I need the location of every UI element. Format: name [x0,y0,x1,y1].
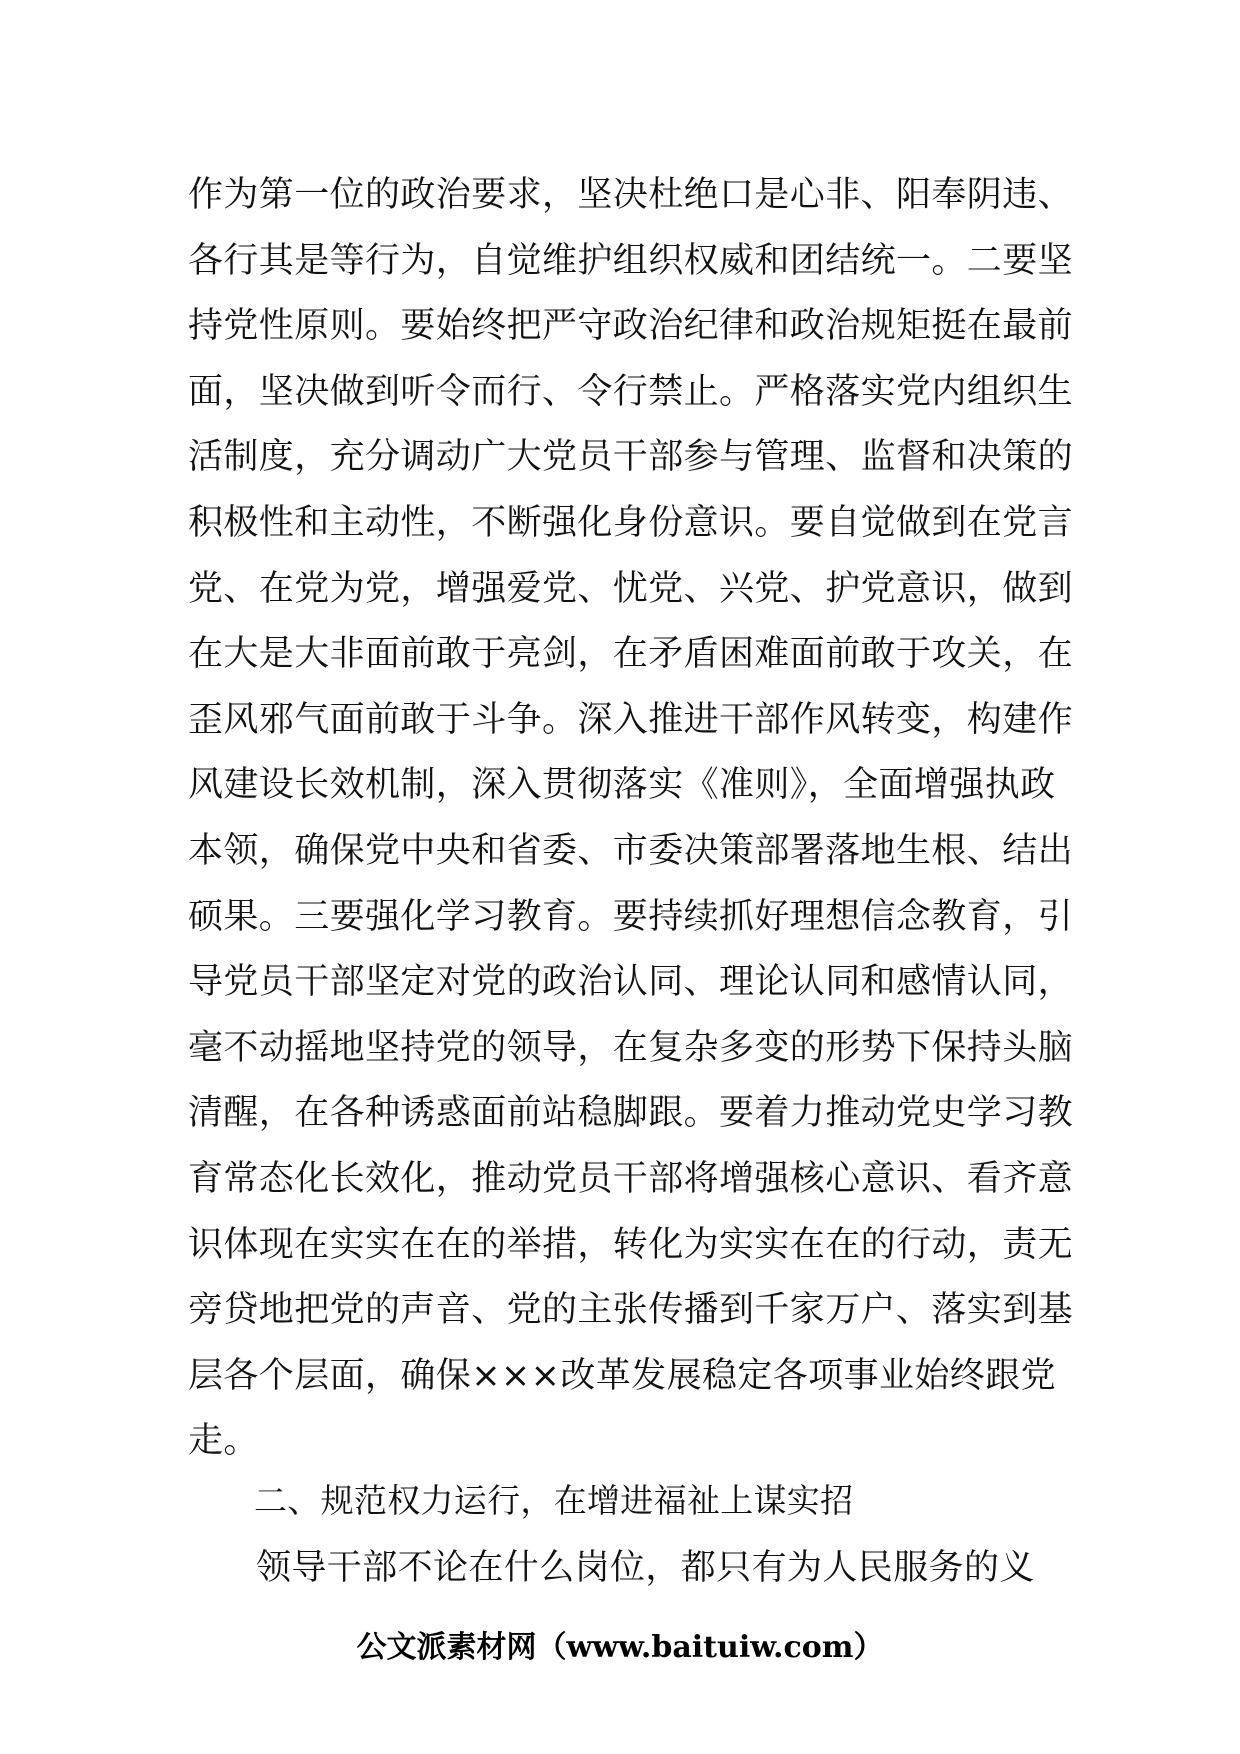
text-line: 面，坚决做到听令而行、令行禁止。严格落实党内组织生 [188,371,1074,412]
text-line: 持党性原则。要始终把严守政治纪律和政治规矩挺在最前 [188,306,1074,347]
text-line: 清醒，在各种诱惑面前站稳脚跟。要着力推动党史学习教 [188,1093,1074,1134]
text-line: 育常态化长效化，推动党员干部将增强核心意识、看齐意 [188,1158,1074,1199]
text-line: 在大是大非面前敢于亮剑，在矛盾困难面前敢于攻关，在 [188,634,1074,675]
text-line: 导党员干部坚定对党的政治认同、理论认同和感情认同， [188,962,1074,1003]
paragraph-start: 领导干部不论在什么岗位，都只有为人民服务的义 [256,1548,1035,1588]
text-line: 层各个层面，确保×××改革发展稳定各项事业始终跟党 [188,1355,1056,1396]
text-line: 识体现在实实在在的举措，转化为实实在在的行动，责无 [188,1224,1074,1265]
section-heading: 二、规范权力运行，在增进福祉上谋实招 [254,1481,854,1520]
text-line: 毫不动摇地坚持党的领导，在复杂多变的形势下保持头脑 [188,1027,1074,1068]
text-line: 党、在党为党，增强爱党、忧党、兴党、护党意识，做到 [188,568,1074,609]
text-line: 各行其是等行为，自觉维护组织权威和团结统一。二要坚 [188,240,1074,281]
text-line: 硕果。三要强化学习教育。要持续抓好理想信念教育，引 [188,896,1074,937]
paragraph-body [188,163,1074,1475]
text-line: 走。 [188,1421,259,1462]
text-line: 活制度，充分调动广大党员干部参与管理、监督和决策的 [188,437,1074,478]
text-line: 作为第一位的政治要求，坚决杜绝口是心非、阳奉阴违、 [188,175,1074,215]
text-line: 歪风邪气面前敢于斗争。深入推进干部作风转变，构建作 [188,699,1074,740]
text-line: 积极性和主动性，不断强化身份意识。要自觉做到在党言 [188,502,1074,543]
text-line: 本领，确保党中央和省委、市委决策部署落地生根、结出 [188,830,1074,871]
text-line: 旁贷地把党的声音、党的主张传播到千家万户、落实到基 [188,1290,1074,1331]
text-line: 风建设长效机制，深入贯彻落实《准则》，全面增强执政 [188,765,1056,806]
footer-watermark: 公文派素材网（www.baituiw.com） [356,1630,884,1665]
